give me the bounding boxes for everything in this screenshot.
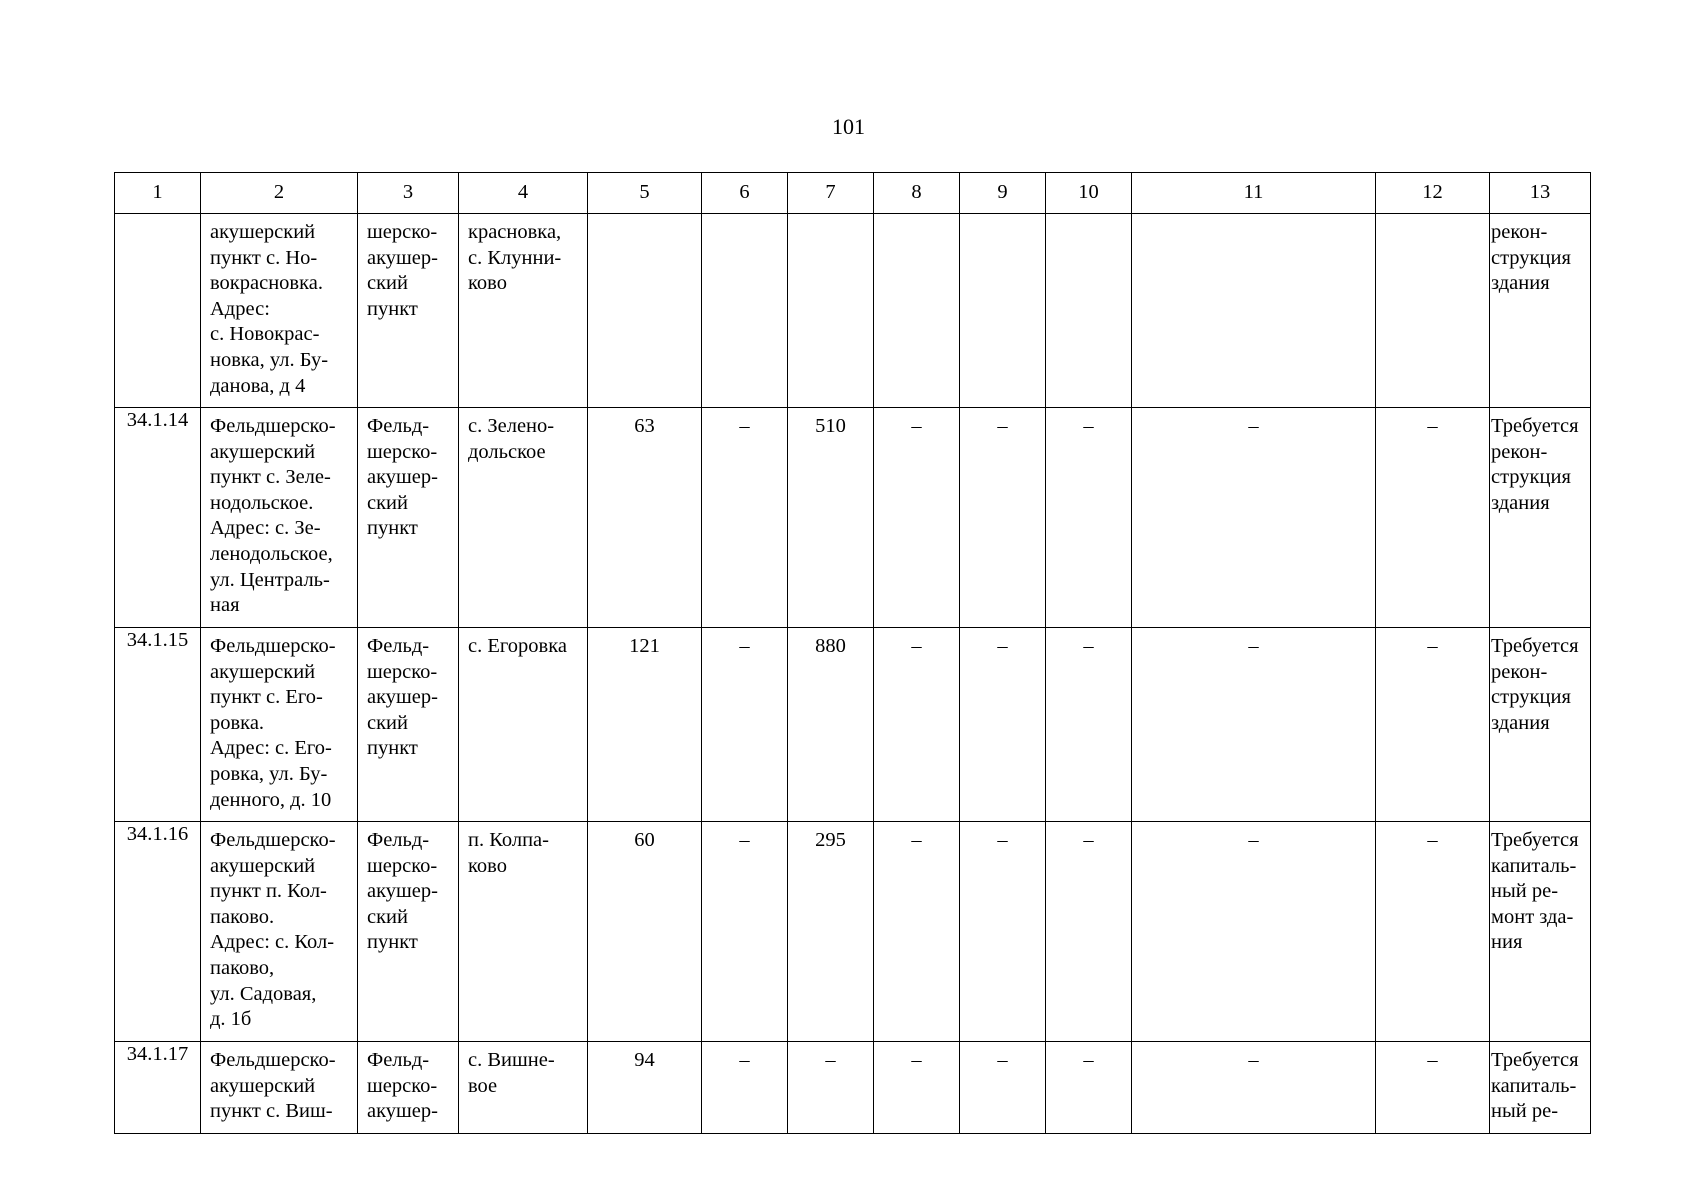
text-line: Фельдшерско- xyxy=(210,1049,336,1071)
text-line: ково xyxy=(468,272,507,295)
value: – xyxy=(997,415,1008,437)
value: – xyxy=(1248,1049,1259,1071)
value-cell-7 xyxy=(788,1042,874,1134)
value: 121 xyxy=(629,635,660,657)
value: – xyxy=(997,1049,1008,1071)
value-cell-7 xyxy=(788,214,874,408)
row-number-cell xyxy=(115,408,201,628)
table-header xyxy=(115,173,1591,214)
text-line: акушерский xyxy=(210,854,316,877)
value-cell-12 xyxy=(1376,822,1490,1042)
value-cell-7 xyxy=(788,628,874,822)
text-line: струкция xyxy=(1491,466,1571,489)
value: – xyxy=(739,635,750,657)
value xyxy=(1134,220,1373,246)
value: 295 xyxy=(815,829,846,851)
column-header: 8 xyxy=(874,173,960,214)
value-cell-7 xyxy=(788,408,874,628)
value: – xyxy=(911,415,922,437)
value-cell-6 xyxy=(702,214,788,408)
facility-type-cell xyxy=(358,408,459,628)
text-line: акушер- xyxy=(367,466,438,489)
facility-name-cell xyxy=(201,408,358,628)
value xyxy=(590,220,699,246)
text-line: нодольское. xyxy=(210,491,314,514)
text-line: Фельдшерско- xyxy=(210,415,336,437)
value: – xyxy=(739,1049,750,1071)
value: – xyxy=(1248,635,1259,657)
value: – xyxy=(1248,415,1259,437)
table-row xyxy=(115,822,1591,1042)
value-cell-5 xyxy=(588,214,702,408)
text-line: шерско- xyxy=(367,660,438,683)
value xyxy=(704,220,785,246)
value: – xyxy=(1083,415,1094,437)
value: – xyxy=(1427,829,1438,851)
facility-name-cell xyxy=(201,822,358,1042)
value-cell-8 xyxy=(874,408,960,628)
column-header: 5 xyxy=(588,173,702,214)
text-line: ский xyxy=(367,711,408,734)
value: – xyxy=(997,635,1008,657)
text-line: Адрес: с. Кол- xyxy=(210,931,335,954)
value-cell-11 xyxy=(1132,408,1376,628)
text-line: рекон- xyxy=(1491,660,1548,683)
text-line: Адрес: xyxy=(210,297,270,320)
value-cell-9 xyxy=(960,214,1046,408)
value-cell-6 xyxy=(702,1042,788,1134)
text-line: вокрасновка. xyxy=(210,272,323,295)
text-line: ский xyxy=(367,491,408,514)
column-header: 6 xyxy=(702,173,788,214)
value-cell-8 xyxy=(874,822,960,1042)
row-number: 34.1.16 xyxy=(126,823,189,845)
value-cell-8 xyxy=(874,214,960,408)
table-row xyxy=(115,1042,1591,1134)
text-line: Адрес: с. Зе- xyxy=(210,517,321,540)
text-line: дольское xyxy=(468,440,546,463)
value-cell-9 xyxy=(960,1042,1046,1134)
text-line: Требуется xyxy=(1491,415,1579,437)
text-line: акушерский xyxy=(210,660,316,683)
value-cell-6 xyxy=(702,628,788,822)
text-line: акушер- xyxy=(367,686,438,709)
value xyxy=(876,220,957,246)
note-cell xyxy=(1490,214,1591,408)
value xyxy=(790,220,871,246)
value: – xyxy=(911,1049,922,1071)
text-line: акушерский xyxy=(210,221,316,243)
text-line: акушерский xyxy=(210,440,316,463)
value-cell-5 xyxy=(588,822,702,1042)
value-cell-6 xyxy=(702,408,788,628)
text-line: Адрес: с. Его- xyxy=(210,737,332,760)
text-line: здания xyxy=(1491,491,1550,514)
text-line: д. 1б xyxy=(210,1008,252,1031)
note-cell xyxy=(1490,1042,1591,1134)
facility-type-cell xyxy=(358,628,459,822)
text-line: пункт с. Зеле- xyxy=(210,466,331,489)
value-cell-8 xyxy=(874,628,960,822)
text-line: данова, д 4 xyxy=(210,374,306,397)
value-cell-12 xyxy=(1376,628,1490,822)
note-cell xyxy=(1490,822,1591,1042)
facility-type-cell xyxy=(358,214,459,408)
column-header: 11 xyxy=(1132,173,1376,214)
value-cell-12 xyxy=(1376,1042,1490,1134)
value: – xyxy=(1427,415,1438,437)
column-header: 12 xyxy=(1376,173,1490,214)
text-line: ково xyxy=(468,854,507,877)
value-cell-11 xyxy=(1132,822,1376,1042)
text-line: акушер- xyxy=(367,1100,438,1123)
text-line: ния xyxy=(1491,931,1523,954)
row-number: 34.1.17 xyxy=(126,1043,189,1065)
facility-name-cell xyxy=(201,628,358,822)
value-cell-7 xyxy=(788,822,874,1042)
text-line: струкция xyxy=(1491,686,1571,709)
note-cell xyxy=(1490,408,1591,628)
column-header: 13 xyxy=(1490,173,1591,214)
column-header: 3 xyxy=(358,173,459,214)
text-line: новка, ул. Бу- xyxy=(210,348,329,371)
service-area-cell xyxy=(459,822,588,1042)
text-line: струкция xyxy=(1491,246,1571,269)
value-cell-10 xyxy=(1046,408,1132,628)
text-line: пункт с. Его- xyxy=(210,686,323,709)
service-area-cell xyxy=(459,628,588,822)
table-row xyxy=(115,408,1591,628)
value-cell-10 xyxy=(1046,214,1132,408)
value: 880 xyxy=(815,635,846,657)
value: – xyxy=(739,415,750,437)
text-line: Фельд- xyxy=(367,829,430,851)
value xyxy=(962,220,1043,246)
text-line: с. Зелено- xyxy=(468,415,555,437)
facility-name-cell xyxy=(201,214,358,408)
text-line: рекон- xyxy=(1491,440,1548,463)
text-line: ленодольское, xyxy=(210,542,333,565)
value-cell-11 xyxy=(1132,628,1376,822)
service-area-cell xyxy=(459,408,588,628)
value: – xyxy=(739,829,750,851)
text-line: акушерский xyxy=(210,1074,316,1097)
facility-type-cell xyxy=(358,822,459,1042)
value-cell-6 xyxy=(702,822,788,1042)
text-line: пункт п. Кол- xyxy=(210,880,327,903)
value-cell-9 xyxy=(960,822,1046,1042)
column-header: 9 xyxy=(960,173,1046,214)
text-line: денного, д. 10 xyxy=(210,788,332,811)
text-line: Фельдшерско- xyxy=(210,829,336,851)
text-line: красновка, xyxy=(468,221,562,243)
value: – xyxy=(1427,1049,1438,1071)
text-line: с. Егоровка xyxy=(468,635,567,657)
text-line: капиталь- xyxy=(1491,854,1577,877)
text-line: ул. Садовая, xyxy=(210,982,317,1005)
row-number-cell xyxy=(115,822,201,1042)
value: 60 xyxy=(634,829,655,851)
value-cell-12 xyxy=(1376,214,1490,408)
text-line: ный ре- xyxy=(1491,880,1559,903)
value: 94 xyxy=(634,1049,655,1071)
value: – xyxy=(1427,635,1438,657)
text-line: ский xyxy=(367,905,408,928)
text-line: с. Клунни- xyxy=(468,246,562,269)
text-line: шерско- xyxy=(367,1074,438,1097)
text-line: пункт xyxy=(367,297,418,320)
row-number: 34.1.14 xyxy=(126,409,189,431)
value-cell-5 xyxy=(588,408,702,628)
row-number: 34.1.15 xyxy=(126,629,189,651)
text-line: вое xyxy=(468,1074,498,1097)
column-header: 10 xyxy=(1046,173,1132,214)
text-line: паково. xyxy=(210,905,275,928)
column-header: 7 xyxy=(788,173,874,214)
text-line: Требуется xyxy=(1491,1049,1579,1071)
text-line: п. Колпа- xyxy=(468,829,549,851)
text-line: Требуется xyxy=(1491,635,1579,657)
text-line: рекон- xyxy=(1491,221,1548,243)
text-line: Требуется xyxy=(1491,829,1579,851)
value: 510 xyxy=(815,415,846,437)
text-line: ная xyxy=(210,594,240,617)
service-area-cell xyxy=(459,214,588,408)
column-header: 2 xyxy=(201,173,358,214)
table-row xyxy=(115,628,1591,822)
text-line: Фельд- xyxy=(367,1049,430,1071)
value: – xyxy=(911,829,922,851)
text-line: капиталь- xyxy=(1491,1074,1577,1097)
value-cell-11 xyxy=(1132,1042,1376,1134)
row-number-cell xyxy=(115,628,201,822)
facility-name-cell xyxy=(201,1042,358,1134)
text-line: с. Новокрас- xyxy=(210,323,320,346)
text-line: Фельд- xyxy=(367,415,430,437)
text-line: пункт xyxy=(367,517,418,540)
value: – xyxy=(1083,635,1094,657)
note-cell xyxy=(1490,628,1591,822)
value-cell-12 xyxy=(1376,408,1490,628)
header-row xyxy=(115,173,1591,214)
value: – xyxy=(1248,829,1259,851)
value xyxy=(1378,220,1487,246)
text-line: ул. Централь- xyxy=(210,568,330,591)
value-cell-8 xyxy=(874,1042,960,1134)
text-line: пункт xyxy=(367,931,418,954)
value-cell-10 xyxy=(1046,822,1132,1042)
text-line: Фельд- xyxy=(367,635,430,657)
text-line: ный ре- xyxy=(1491,1100,1559,1123)
column-header: 4 xyxy=(459,173,588,214)
text-line: акушер- xyxy=(367,880,438,903)
row-number-cell xyxy=(115,214,201,408)
text-line: ский xyxy=(367,272,408,295)
table-row xyxy=(115,214,1591,408)
text-line: пункт с. Виш- xyxy=(210,1100,333,1123)
value: – xyxy=(825,1049,836,1071)
value: – xyxy=(1083,829,1094,851)
data-table xyxy=(114,172,1591,1134)
value: 63 xyxy=(634,415,655,437)
text-line: пункт с. Но- xyxy=(210,246,318,269)
value-cell-10 xyxy=(1046,1042,1132,1134)
text-line: здания xyxy=(1491,711,1550,734)
facility-type-cell xyxy=(358,1042,459,1134)
row-number xyxy=(117,214,198,240)
value-cell-9 xyxy=(960,408,1046,628)
value: – xyxy=(997,829,1008,851)
table-body xyxy=(115,214,1591,1134)
text-line: ровка, ул. Бу- xyxy=(210,762,328,785)
text-line: с. Вишне- xyxy=(468,1049,555,1071)
value-cell-10 xyxy=(1046,628,1132,822)
value-cell-5 xyxy=(588,1042,702,1134)
text-line: шерско- xyxy=(367,221,438,243)
text-line: ровка. xyxy=(210,711,265,734)
text-line: шерско- xyxy=(367,854,438,877)
text-line: монт зда- xyxy=(1491,905,1574,928)
value: – xyxy=(1083,1049,1094,1071)
value-cell-11 xyxy=(1132,214,1376,408)
value xyxy=(1048,220,1129,246)
column-header: 1 xyxy=(115,173,201,214)
text-line: пункт xyxy=(367,737,418,760)
text-line: Фельдшерско- xyxy=(210,635,336,657)
text-line: шерско- xyxy=(367,440,438,463)
row-number-cell xyxy=(115,1042,201,1134)
value-cell-9 xyxy=(960,628,1046,822)
text-line: здания xyxy=(1491,272,1550,295)
text-line: акушер- xyxy=(367,246,438,269)
value-cell-5 xyxy=(588,628,702,822)
page-number: 101 xyxy=(832,114,865,139)
value: – xyxy=(911,635,922,657)
text-line: паково, xyxy=(210,956,275,979)
service-area-cell xyxy=(459,1042,588,1134)
